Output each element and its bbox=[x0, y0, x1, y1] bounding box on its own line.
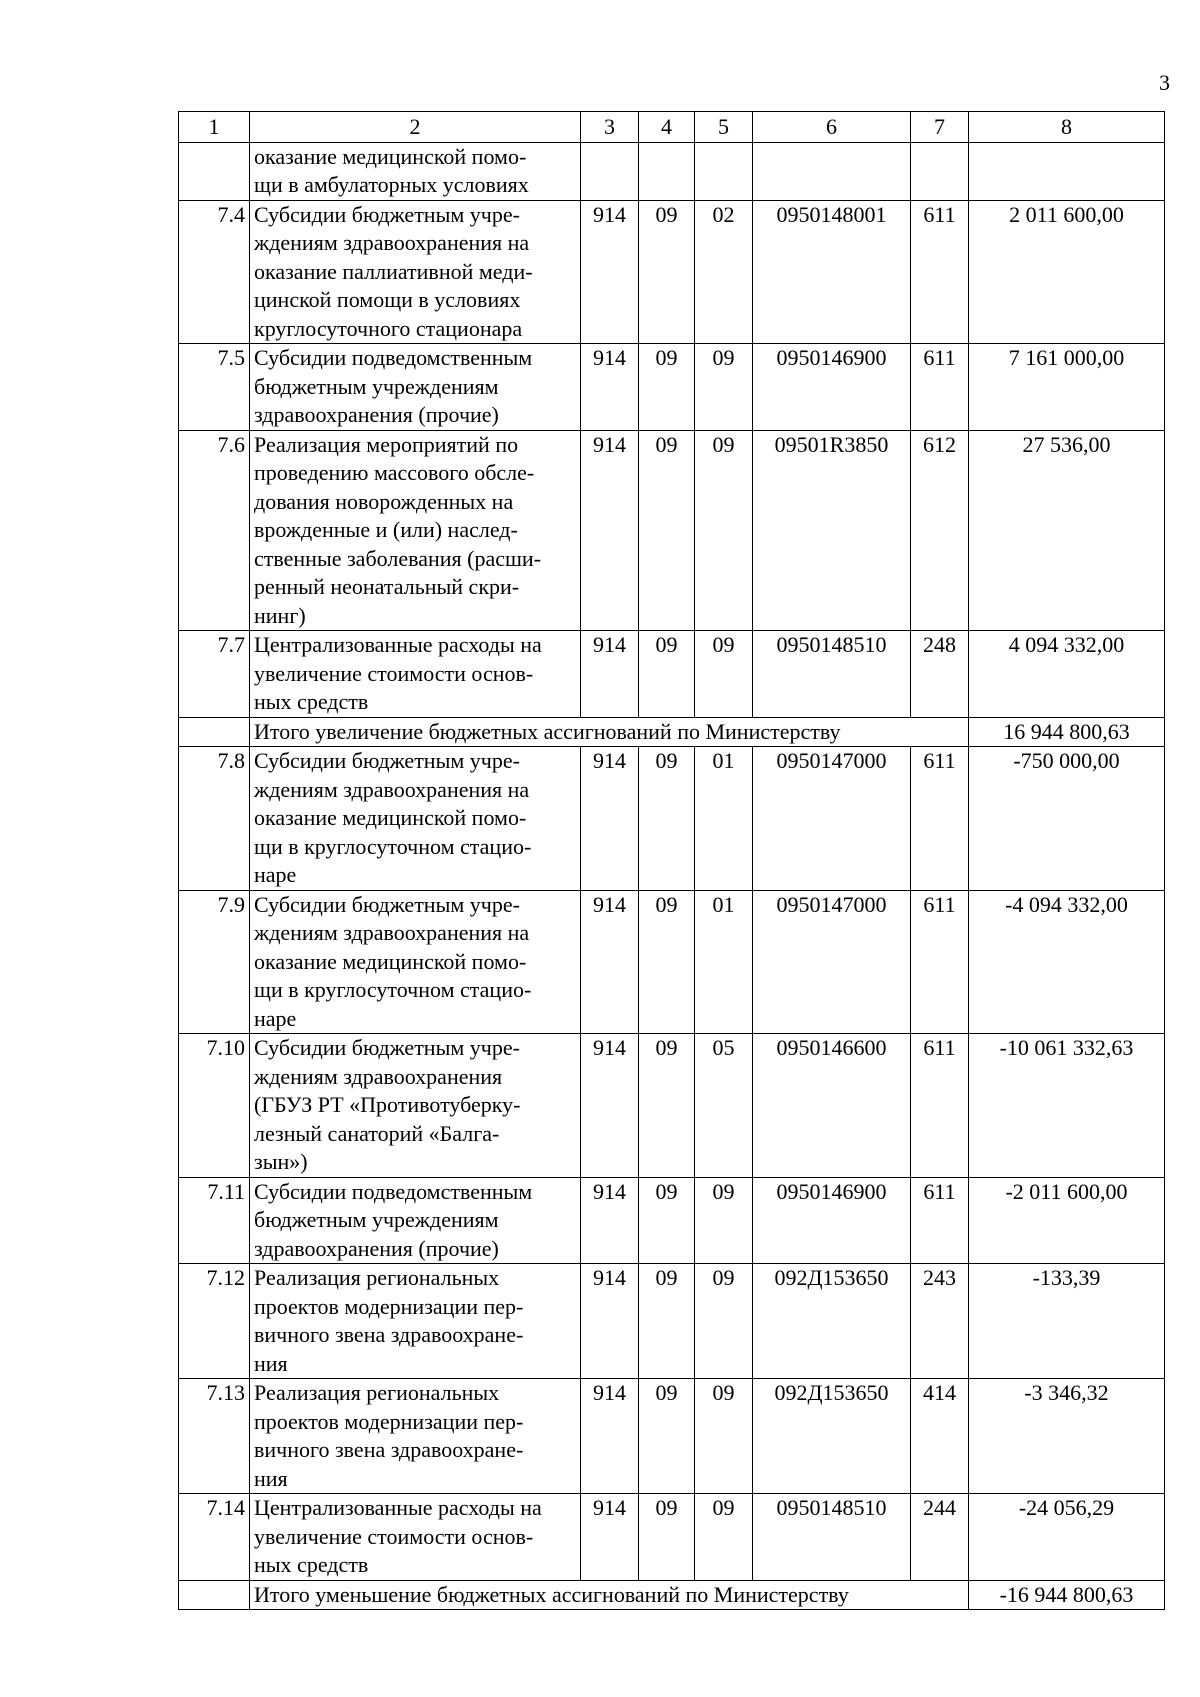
table-row bbox=[179, 747, 1165, 891]
ministry-code: 914 bbox=[581, 1034, 639, 1178]
page-number: 3 bbox=[1159, 70, 1170, 95]
description-line: Реализация региональных bbox=[254, 1265, 500, 1290]
item-description bbox=[250, 1034, 581, 1178]
subsection-code: 09 bbox=[695, 1177, 753, 1264]
target-article-code: 0950147000 bbox=[753, 890, 911, 1034]
amount: -2 011 600,00 bbox=[969, 1177, 1165, 1264]
table-row bbox=[179, 344, 1165, 431]
description-line: Реализация мероприятий по bbox=[254, 431, 519, 457]
table-row bbox=[179, 142, 1165, 200]
expense-type-code: 611 bbox=[911, 747, 969, 891]
section-code: 09 bbox=[639, 1034, 695, 1178]
column-header: 4 bbox=[639, 112, 695, 143]
item-description bbox=[250, 344, 581, 431]
amount: 2 011 600,00 bbox=[969, 200, 1165, 344]
column-header: 3 bbox=[581, 112, 639, 143]
description-line: проектов модернизации пер- bbox=[254, 1293, 524, 1319]
ministry-code: 914 bbox=[581, 344, 639, 431]
target-article-code: 0950146600 bbox=[753, 1034, 911, 1178]
amount: -10 061 332,63 bbox=[969, 1034, 1165, 1178]
amount bbox=[969, 142, 1165, 200]
amount: -4 094 332,00 bbox=[969, 890, 1165, 1034]
item-description bbox=[250, 1379, 581, 1494]
ministry-code: 914 bbox=[581, 200, 639, 344]
target-article-code: 092Д153650 bbox=[753, 1379, 911, 1494]
item-number: 7.10 bbox=[179, 1034, 250, 1178]
table-row bbox=[179, 1177, 1165, 1264]
ministry-code: 914 bbox=[581, 1379, 639, 1494]
item-description bbox=[250, 631, 581, 718]
item-description bbox=[250, 142, 581, 200]
description-line: дования новорожденных на bbox=[254, 488, 514, 514]
description-line: вичного звена здравоохране- bbox=[254, 1322, 524, 1347]
description-line: увеличение стоимости основ- bbox=[254, 1523, 534, 1549]
expense-type-code: 611 bbox=[911, 1177, 969, 1264]
description-line: оказание медицинской помо- bbox=[254, 948, 527, 974]
description-line: Централизованные расходы на bbox=[254, 632, 542, 657]
target-article-code: 0950148510 bbox=[753, 631, 911, 718]
amount: -3 346,32 bbox=[969, 1379, 1165, 1494]
subsection-code: 09 bbox=[695, 1264, 753, 1379]
amount: 4 094 332,00 bbox=[969, 631, 1165, 718]
table-row bbox=[179, 890, 1165, 1034]
item-description bbox=[250, 747, 581, 891]
description-line: ния bbox=[254, 1465, 288, 1491]
target-article-code: 0950147000 bbox=[753, 747, 911, 891]
item-description bbox=[250, 1494, 581, 1581]
table-header-row bbox=[179, 112, 1165, 143]
description-line: ждениям здравоохранения bbox=[254, 1063, 503, 1089]
item-number bbox=[179, 142, 250, 200]
table-row bbox=[179, 1034, 1165, 1178]
description-line: Субсидии бюджетным учре- bbox=[254, 748, 520, 773]
description-line: здравоохранения (прочие) bbox=[254, 1235, 499, 1261]
column-header: 1 bbox=[179, 112, 250, 143]
description-line: щи в амбулаторных условиях bbox=[254, 172, 529, 197]
subsection-code: 09 bbox=[695, 344, 753, 431]
target-article-code bbox=[753, 142, 911, 200]
description-line: бюджетным учреждениям bbox=[254, 373, 499, 399]
description-line: круглосуточного стационара bbox=[254, 315, 523, 341]
item-number: 7.12 bbox=[179, 1264, 250, 1379]
subsection-code: 09 bbox=[695, 430, 753, 631]
column-header: 8 bbox=[969, 112, 1165, 143]
table-row bbox=[179, 200, 1165, 344]
section-code: 09 bbox=[639, 1379, 695, 1494]
description-line: оказание паллиативной меди- bbox=[254, 258, 533, 284]
description-line: врожденные и (или) наслед- bbox=[254, 517, 518, 542]
description-line: вичного звена здравоохране- bbox=[254, 1437, 524, 1462]
target-article-code: 092Д153650 bbox=[753, 1264, 911, 1379]
column-header: 6 bbox=[753, 112, 911, 143]
description-line: ния bbox=[254, 1350, 288, 1376]
description-line: (ГБУЗ РТ «Противотуберку- bbox=[254, 1092, 521, 1117]
ministry-code: 914 bbox=[581, 1264, 639, 1379]
description-line: Субсидии бюджетным учре- bbox=[254, 1035, 520, 1060]
section-code: 09 bbox=[639, 344, 695, 431]
description-line: ренный неонатальный скри- bbox=[254, 574, 520, 599]
ministry-code: 914 bbox=[581, 631, 639, 718]
ministry-code: 914 bbox=[581, 1177, 639, 1264]
section-code: 09 bbox=[639, 890, 695, 1034]
description-line: Реализация региональных bbox=[254, 1380, 500, 1405]
section-code: 09 bbox=[639, 1264, 695, 1379]
section-code: 09 bbox=[639, 747, 695, 891]
column-header: 5 bbox=[695, 112, 753, 143]
item-number: 7.14 bbox=[179, 1494, 250, 1581]
subsection-code: 09 bbox=[695, 1494, 753, 1581]
budget-table bbox=[178, 111, 1165, 1610]
description-line: зын») bbox=[254, 1149, 308, 1174]
subsection-code: 01 bbox=[695, 747, 753, 891]
expense-type-code: 248 bbox=[911, 631, 969, 718]
table-row bbox=[179, 430, 1165, 631]
subsection-code: 02 bbox=[695, 200, 753, 344]
description-line: ждениям здравоохранения на bbox=[254, 776, 530, 802]
item-number: 7.13 bbox=[179, 1379, 250, 1494]
description-line: ждениям здравоохранения на bbox=[254, 230, 530, 255]
expense-type-code: 611 bbox=[911, 344, 969, 431]
amount: 27 536,00 bbox=[969, 430, 1165, 631]
subsection-code bbox=[695, 142, 753, 200]
expense-type-code: 611 bbox=[911, 890, 969, 1034]
item-number: 7.5 bbox=[179, 344, 250, 431]
ministry-code: 914 bbox=[581, 1494, 639, 1581]
item-number: 7.7 bbox=[179, 631, 250, 718]
subsection-code: 09 bbox=[695, 1379, 753, 1494]
column-header: 7 bbox=[911, 112, 969, 143]
table-row bbox=[179, 1379, 1165, 1494]
description-line: нинг) bbox=[254, 602, 306, 628]
description-line: щи в круглосуточном стацио- bbox=[254, 977, 532, 1002]
section-code: 09 bbox=[639, 1177, 695, 1264]
table-row bbox=[179, 1264, 1165, 1379]
description-line: проведению массового обсле- bbox=[254, 460, 535, 485]
target-article-code: 0950146900 bbox=[753, 1177, 911, 1264]
description-line: оказание медицинской помо- bbox=[254, 805, 527, 830]
item-description bbox=[250, 430, 581, 631]
description-line: Централизованные расходы на bbox=[254, 1495, 542, 1520]
subsection-code: 09 bbox=[695, 631, 753, 718]
table-row bbox=[179, 1494, 1165, 1581]
total-number-cell bbox=[179, 717, 250, 747]
section-code: 09 bbox=[639, 1494, 695, 1581]
item-number: 7.8 bbox=[179, 747, 250, 891]
description-line: ственные заболевания (расши- bbox=[254, 545, 542, 571]
description-line: Субсидии подведомственным bbox=[254, 345, 533, 370]
expense-type-code: 611 bbox=[911, 1034, 969, 1178]
total-number-cell bbox=[179, 1580, 250, 1610]
total-label: Итого уменьшение бюджетных ассигнований по Министерству bbox=[250, 1580, 969, 1610]
description-line: цинской помощи в условиях bbox=[254, 287, 521, 312]
description-line: наре bbox=[254, 1005, 297, 1031]
table-row bbox=[179, 631, 1165, 718]
description-line: ных средств bbox=[254, 1552, 369, 1577]
amount: -133,39 bbox=[969, 1264, 1165, 1379]
description-line: наре bbox=[254, 862, 297, 887]
subsection-code: 01 bbox=[695, 890, 753, 1034]
description-line: Субсидии бюджетным учре- bbox=[254, 891, 520, 917]
section-code bbox=[639, 142, 695, 200]
item-description bbox=[250, 890, 581, 1034]
description-line: оказание медицинской помо- bbox=[254, 143, 527, 169]
amount: -750 000,00 bbox=[969, 747, 1165, 891]
description-line: здравоохранения (прочие) bbox=[254, 402, 499, 427]
item-description bbox=[250, 1177, 581, 1264]
target-article-code: 09501R3850 bbox=[753, 430, 911, 631]
total-label: Итого увеличение бюджетных ассигнований по Министерству bbox=[250, 717, 969, 747]
amount: -24 056,29 bbox=[969, 1494, 1165, 1581]
total-value: 16 944 800,63 bbox=[969, 717, 1165, 747]
subsection-code: 05 bbox=[695, 1034, 753, 1178]
description-line: Субсидии бюджетным учре- bbox=[254, 201, 520, 227]
total-value: -16 944 800,63 bbox=[969, 1580, 1165, 1610]
section-code: 09 bbox=[639, 430, 695, 631]
description-line: увеличение стоимости основ- bbox=[254, 660, 534, 686]
section-code: 09 bbox=[639, 631, 695, 718]
description-line: ждениям здравоохранения на bbox=[254, 920, 530, 945]
target-article-code: 0950146900 bbox=[753, 344, 911, 431]
expense-type-code bbox=[911, 142, 969, 200]
item-number: 7.6 bbox=[179, 430, 250, 631]
total-row bbox=[179, 1580, 1165, 1610]
item-description bbox=[250, 200, 581, 344]
ministry-code: 914 bbox=[581, 890, 639, 1034]
expense-type-code: 243 bbox=[911, 1264, 969, 1379]
item-number: 7.4 bbox=[179, 200, 250, 344]
item-description bbox=[250, 1264, 581, 1379]
ministry-code: 914 bbox=[581, 430, 639, 631]
ministry-code bbox=[581, 142, 639, 200]
description-line: проектов модернизации пер- bbox=[254, 1408, 524, 1434]
description-line: лезный санаторий «Балга- bbox=[254, 1120, 500, 1146]
target-article-code: 0950148001 bbox=[753, 200, 911, 344]
item-number: 7.11 bbox=[179, 1177, 250, 1264]
description-line: ных средств bbox=[254, 689, 369, 714]
expense-type-code: 612 bbox=[911, 430, 969, 631]
section-code: 09 bbox=[639, 200, 695, 344]
description-line: Субсидии подведомственным bbox=[254, 1178, 533, 1204]
description-line: щи в круглосуточном стацио- bbox=[254, 833, 532, 859]
description-line: бюджетным учреждениям bbox=[254, 1207, 499, 1232]
expense-type-code: 611 bbox=[911, 200, 969, 344]
amount: 7 161 000,00 bbox=[969, 344, 1165, 431]
column-header: 2 bbox=[250, 112, 581, 143]
target-article-code: 0950148510 bbox=[753, 1494, 911, 1581]
total-row bbox=[179, 717, 1165, 747]
item-number: 7.9 bbox=[179, 890, 250, 1034]
expense-type-code: 414 bbox=[911, 1379, 969, 1494]
ministry-code: 914 bbox=[581, 747, 639, 891]
expense-type-code: 244 bbox=[911, 1494, 969, 1581]
